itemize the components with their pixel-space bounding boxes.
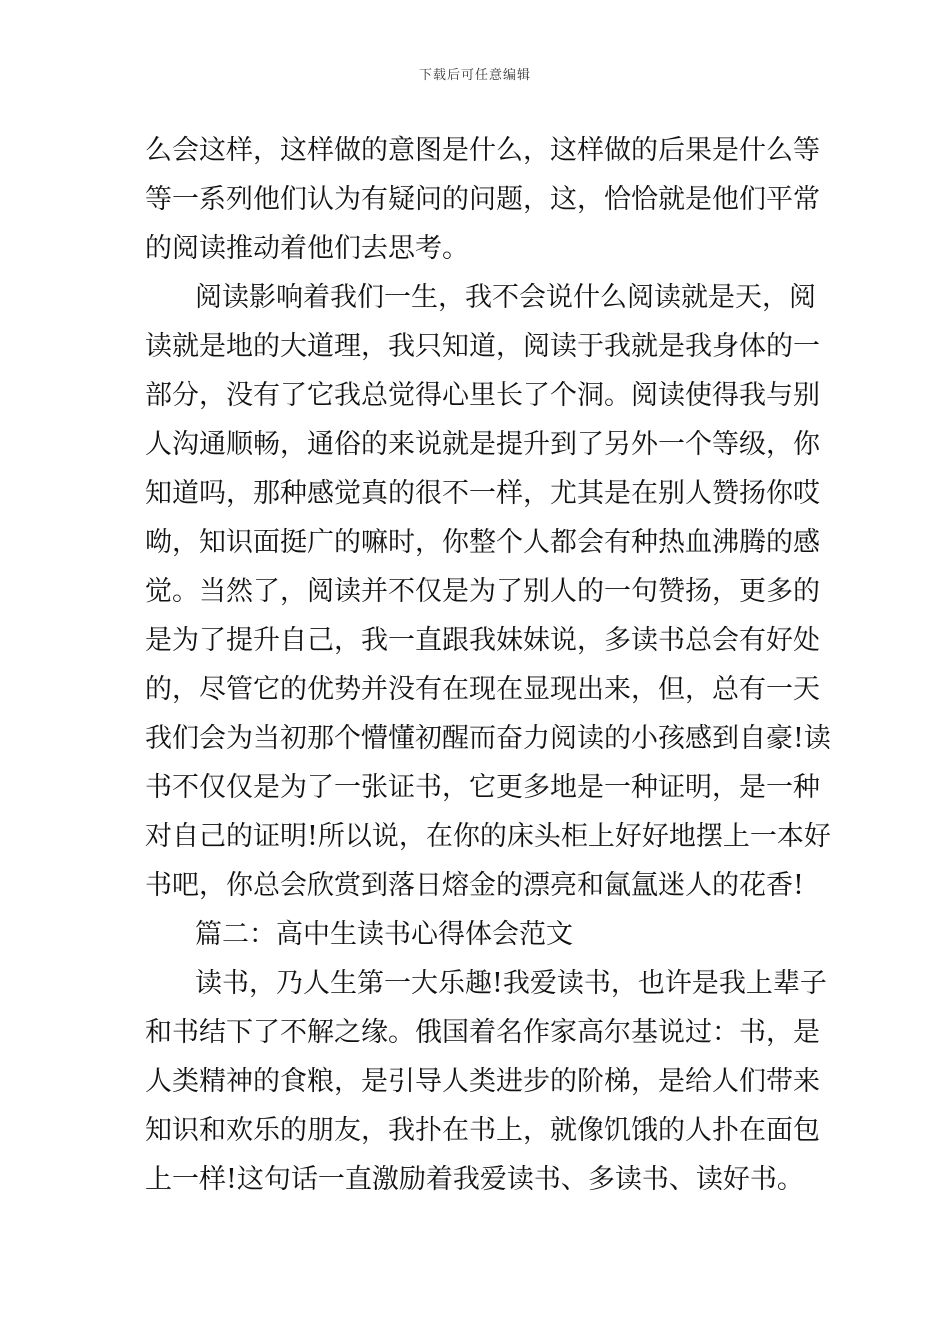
page-header: 下载后可任意编辑 [418,68,531,83]
text-line: 和书结下了不解之缘。俄国着名作家高尔基说过：书，是 [145,1017,820,1048]
text-line: 的阅读推动着他们去思考。 [145,233,469,264]
text-line: 知道吗，那种感觉真的很不一样，尤其是在别人赞扬你哎 [145,478,820,509]
text-line: 部分，没有了它我总觉得心里长了个洞。阅读使得我与别 [145,380,820,411]
text-line: 么会这样，这样做的意图是什么，这样做的后果是什么等 [145,135,820,166]
paragraph-start-line: 阅读影响着我们一生，我不会说什么阅读就是天，阅 [195,282,816,313]
text-line: 是为了提升自己，我一直跟我妹妹说，多读书总会有好处 [145,625,820,656]
text-line: 的，尽管它的优势并没有在现在显现出来，但，总有一天 [145,674,820,705]
text-line: 书吧，你总会欣赏到落日熔金的漂亮和氤氲迷人的花香! [145,870,804,901]
text-line: 等一系列他们认为有疑问的问题，这，恰恰就是他们平常 [145,184,820,215]
text-line: 对自己的证明!所以说，在你的床头柜上好好地摆上一本好 [145,821,831,852]
text-line: 知识和欢乐的朋友，我扑在书上，就像饥饿的人扑在面包 [145,1115,820,1146]
document-body [145,126,831,1204]
text-line: 人类精神的食粮，是引导人类进步的阶梯，是给人们带来 [145,1066,820,1097]
text-line: 人沟通顺畅，通俗的来说就是提升到了另外一个等级，你 [145,429,820,460]
text-line: 呦，知识面挺广的嘛时，你整个人都会有种热血沸腾的感 [145,527,820,558]
text-line: 书不仅仅是为了一张证书，它更多地是一种证明，是一种 [145,772,820,803]
section-heading: 篇二：高中生读书心得体会范文 [195,919,573,950]
text-line: 我们会为当初那个懵懂初醒而奋力阅读的小孩感到自豪!读 [145,723,831,754]
text-line: 上一样!这句话一直激励着我爱读书、多读书、读好书。 [145,1164,804,1195]
paragraph-start-line: 读书，乃人生第一大乐趣!我爱读书，也许是我上辈子 [195,968,827,999]
text-line: 读就是地的大道理，我只知道，阅读于我就是我身体的一 [145,331,820,362]
text-line: 觉。当然了，阅读并不仅是为了别人的一句赞扬，更多的 [145,576,820,607]
